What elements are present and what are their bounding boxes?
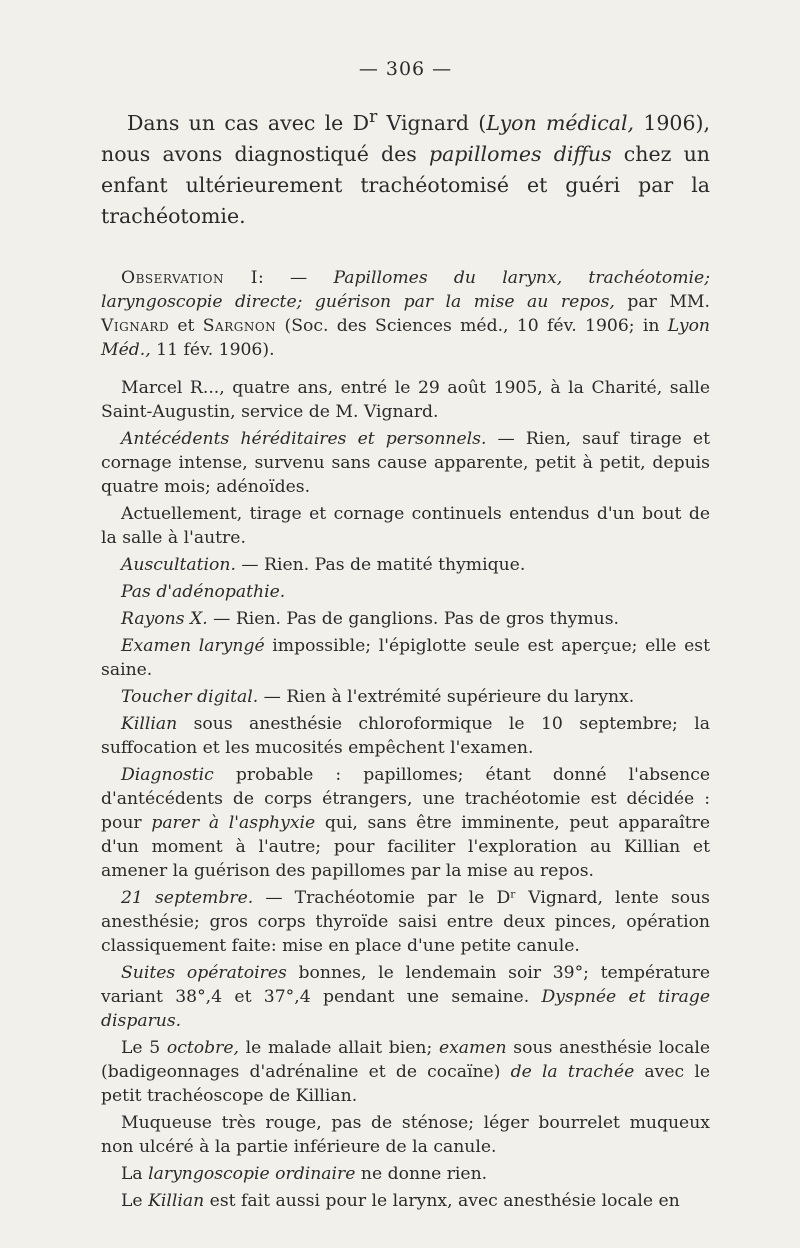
paragraph-heading: Auscultation. <box>121 554 236 575</box>
paragraph <box>101 427 710 499</box>
paragraph <box>101 1162 710 1186</box>
paragraph <box>101 376 710 424</box>
observation-title: Papillomes du larynx, trachéotomie; laryngoscopie directe; guérison par la mise au repos, <box>101 267 711 312</box>
intro-journal: Lyon médical, <box>486 110 635 135</box>
paragraph-emphasis: octobre, <box>166 1037 239 1058</box>
paragraph <box>101 580 710 604</box>
observation-author: Sargnon <box>202 315 277 336</box>
observation-label-suffix: : — <box>258 267 334 288</box>
paragraph-text: — Rien. Pas de matité thymique. <box>235 554 526 575</box>
paragraph-heading: Examen laryngé <box>121 635 265 656</box>
observation-by: par MM. <box>614 291 710 312</box>
paragraph-emphasis: laryngoscopie ordinaire <box>148 1163 356 1184</box>
paragraph-text: qui, sans être imminente, peut apparaître d'un moment à l'autre; pour faciliter l'exploration au Killian et amener la guérison des papillomes par la mise au repos. <box>101 812 710 881</box>
paragraph <box>101 886 710 958</box>
paragraph-text: — Rien à l'extrémité supérieure du larynx. <box>258 686 635 707</box>
paragraph <box>101 1189 710 1213</box>
paragraph-emphasis: Dyspnée et tirage disparus. <box>101 986 710 1031</box>
observation-reference: (Soc. des Sciences méd., 10 fév. 1906; in <box>276 315 668 336</box>
paragraph <box>101 607 710 631</box>
intro-text: Vignard ( <box>377 110 487 135</box>
paragraph-text: — Rien, sauf tirage et cornage intense, survenu sans cause apparente, petit à petit, depuis quatre mois; adénoïdes. <box>101 428 710 497</box>
paragraph-text: — Trachéotomie par le Dʳ Vignard, lente sous anesthésie; gros corps thyroïde saisi entre deux pinces, opération classiquement faite: mise en place d'une petite canule. <box>101 887 711 956</box>
paragraph-text: Actuellement, tirage et cornage continuels entendus d'un bout de la salle à l'autre. <box>101 503 710 548</box>
paragraph-text: avec le petit trachéoscope de Killian. <box>101 1061 710 1106</box>
paragraph <box>101 502 710 550</box>
intro-text: chez un enfant ultérieurement trachéotomisé et guéri par la trachéotomie. <box>101 141 710 228</box>
observation-journal: Lyon Méd., <box>101 315 710 360</box>
paragraph-emphasis: parer à l'asphyxie <box>151 812 316 833</box>
paragraph <box>101 763 710 883</box>
paragraph-text: Muqueuse très rouge, pas de sténose; léger bourrelet muqueux non ulcéré à la partie inférieure de la canule. <box>101 1112 710 1157</box>
paragraph <box>101 685 710 709</box>
paragraph-heading: Suites opératoires <box>121 962 287 983</box>
paragraph-heading: Diagnostic <box>121 764 214 785</box>
paragraph-text: Le <box>121 1190 149 1211</box>
paragraph-emphasis: examen <box>438 1037 507 1058</box>
paragraph-text: impossible; l'épiglotte seule est aperçue; elle est saine. <box>101 635 711 680</box>
paragraph-text: est fait aussi pour le larynx, avec anesthésie locale en <box>204 1190 680 1211</box>
paragraph-heading: Pas d'adénopathie. <box>121 581 286 602</box>
paragraph-text: La <box>121 1163 149 1184</box>
paragraph-heading: Killian <box>121 713 178 734</box>
paragraph <box>101 1111 710 1159</box>
paragraph-emphasis: de la trachée <box>510 1061 635 1082</box>
paragraph <box>101 961 710 1033</box>
observation-header <box>101 266 710 362</box>
paragraph <box>101 553 710 577</box>
observation-label: Observation I <box>121 267 258 288</box>
intro-text: 1906), nous avons diagnostiqué des <box>101 110 711 166</box>
observation-author: Vignard <box>101 315 170 336</box>
paragraph-text: sous anesthésie locale (badigeonnages d'adrénaline et de cocaïne) <box>101 1037 711 1082</box>
paragraph <box>101 712 710 760</box>
paragraph-text: ne donne rien. <box>355 1163 488 1184</box>
paragraph-heading: Toucher digital. <box>121 686 259 707</box>
paragraph-heading: Rayons X. <box>121 608 208 629</box>
observation-reference: 11 fév. 1906). <box>150 339 275 360</box>
observation-and: et <box>169 315 203 336</box>
paragraph-text: — Rien. Pas de ganglions. Pas de gros thymus. <box>207 608 620 629</box>
paragraph-heading: 21 septembre. <box>121 887 254 908</box>
paragraph-text: le malade allait bien; <box>238 1037 439 1058</box>
paragraph-text: sous anesthésie chloroformique le 10 septembre; la suffocation et les mucosités empêchent l'examen. <box>101 713 710 758</box>
intro-paragraph <box>101 102 710 232</box>
paragraph-text: Marcel R..., quatre ans, entré le 29 août 1905, à la Charité, salle Saint-Augustin, service de M. Vignard. <box>101 377 710 422</box>
intro-diagnosis: papillomes diffus <box>428 141 612 166</box>
paragraph <box>101 1036 710 1108</box>
paragraph-emphasis: Killian <box>148 1190 205 1211</box>
paragraph-heading: Antécédents héréditaires et personnels. <box>121 428 487 449</box>
intro-sup: r <box>369 107 378 127</box>
paragraph <box>101 634 710 682</box>
paragraph-text: bonnes, le lendemain soir 39°; température variant 38°,4 et 37°,4 pendant une semaine. <box>101 962 710 1007</box>
intro-text: Dans un cas avec le D <box>127 110 370 135</box>
paragraph-text: probable : papillomes; étant donné l'absence d'antécédents de corps étrangers, une trachéotomie est décidée : pour <box>101 764 710 833</box>
page-number: — 306 — <box>358 58 453 80</box>
paragraph-text: Le 5 <box>121 1037 167 1058</box>
